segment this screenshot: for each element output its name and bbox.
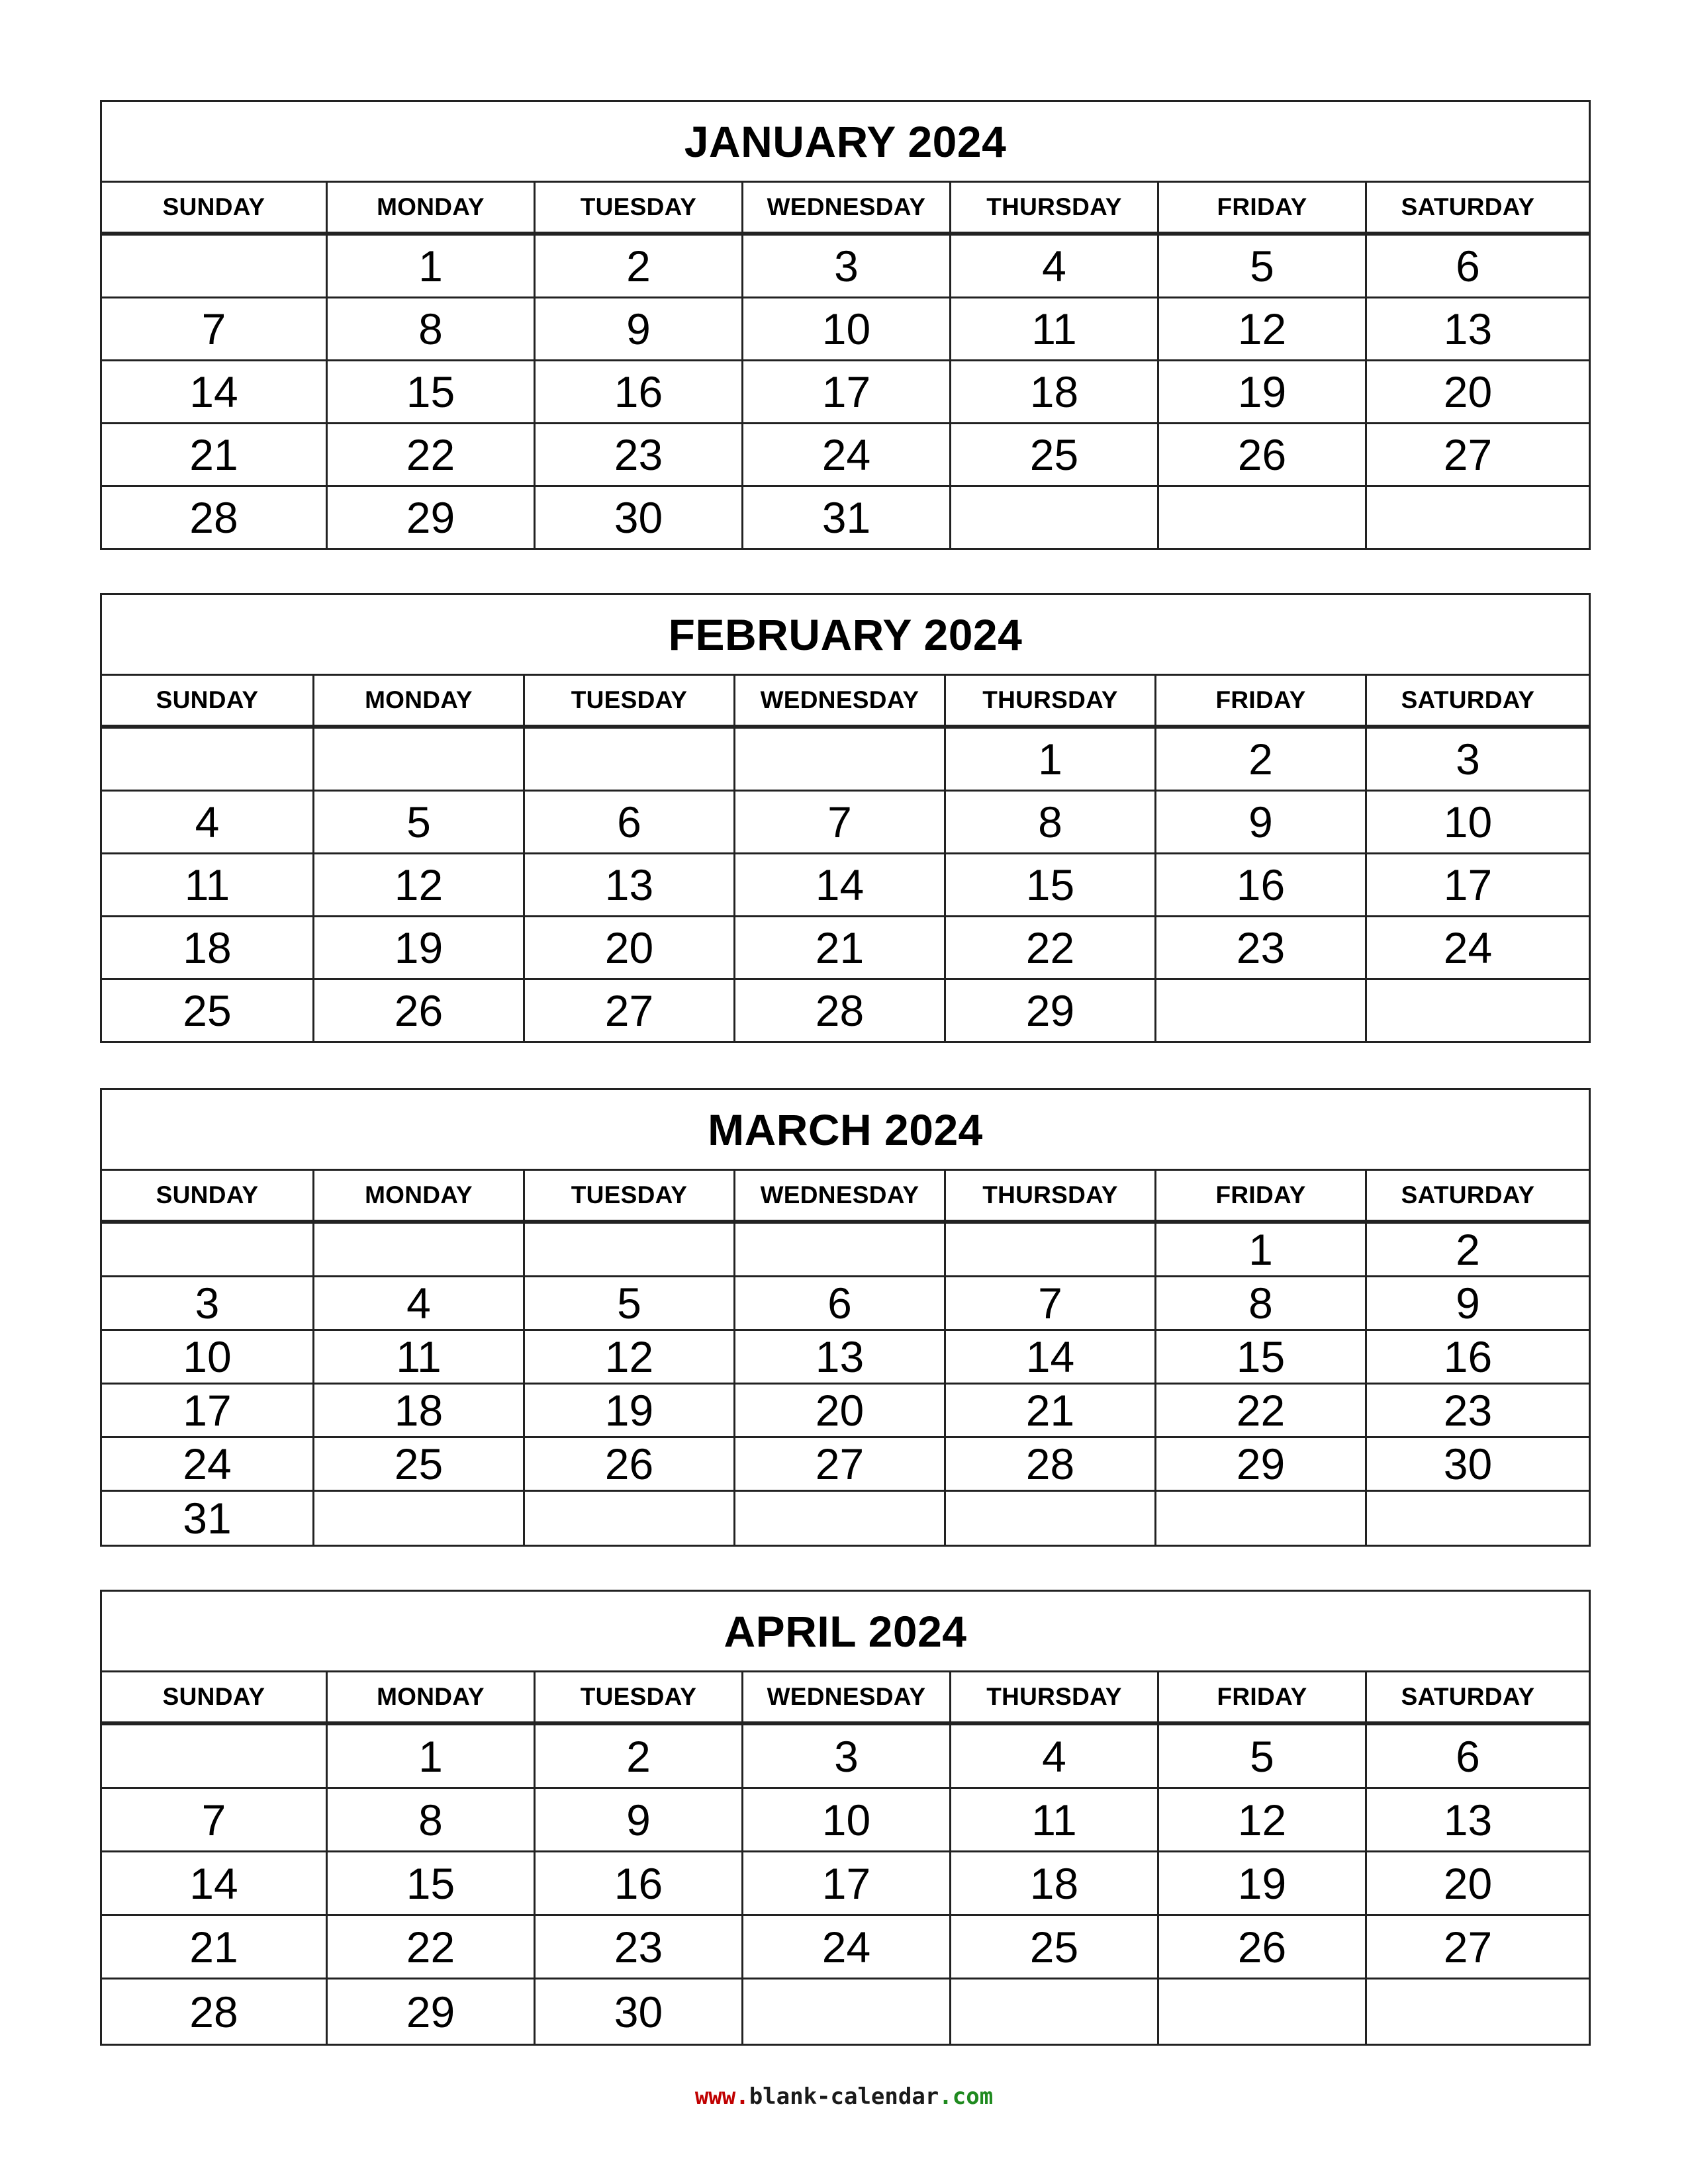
- day-cell: 8: [326, 1789, 534, 1850]
- day-cell: 2: [1154, 729, 1365, 790]
- empty-day-cell: [944, 1492, 1154, 1545]
- day-cell: 15: [1154, 1331, 1365, 1383]
- day-cell: 16: [534, 361, 741, 422]
- weekday-header: FRIDAY: [1154, 676, 1365, 725]
- day-cell: 20: [733, 1385, 944, 1436]
- weekday-header: FRIDAY: [1157, 1672, 1365, 1721]
- day-cell: 3: [741, 236, 949, 296]
- day-cell: 15: [326, 361, 534, 422]
- day-cell: 17: [183, 1386, 232, 1435]
- month-calendar-january: [100, 100, 1591, 550]
- day-cell: 13: [1365, 1789, 1569, 1850]
- day-cell: 20: [523, 917, 733, 978]
- weekday-header: TUESDAY: [523, 676, 733, 725]
- empty-day-cell: [312, 729, 523, 790]
- day-cell: 2: [534, 1725, 741, 1787]
- day-cell: 12: [523, 1331, 733, 1383]
- empty-day-cell: [1154, 980, 1365, 1041]
- day-cell: 18: [949, 361, 1157, 422]
- empty-day-cell: [1365, 1979, 1569, 2044]
- day-cell: 14: [189, 367, 238, 416]
- week-row: [102, 1490, 1589, 1545]
- empty-day-cell: [741, 1979, 949, 2044]
- week-row: [102, 727, 1589, 790]
- month-calendar-february: [100, 593, 1591, 1043]
- empty-day-cell: [1365, 487, 1569, 548]
- week-row: [102, 1436, 1589, 1490]
- weekday-header: SUNDAY: [156, 686, 259, 713]
- week-row: [102, 359, 1589, 422]
- day-cell: 26: [1157, 424, 1365, 485]
- day-cell: 4: [949, 1725, 1157, 1787]
- day-cell: 11: [184, 860, 230, 909]
- day-cell: 13: [1365, 298, 1569, 359]
- week-row: [102, 1978, 1589, 2044]
- day-cell: 19: [312, 917, 523, 978]
- url-name: blank-calendar: [749, 2083, 939, 2110]
- day-cell: 18: [949, 1852, 1157, 1914]
- weekday-header: MONDAY: [312, 1171, 523, 1220]
- day-cell: 7: [733, 792, 944, 852]
- day-cell: 31: [741, 487, 949, 548]
- day-cell: 4: [195, 797, 220, 846]
- day-cell: 17: [741, 361, 949, 422]
- day-cell: 24: [741, 1916, 949, 1978]
- weekday-header: THURSDAY: [949, 183, 1157, 232]
- weekday-header: WEDNESDAY: [741, 1672, 949, 1721]
- empty-day-cell: [102, 729, 312, 790]
- day-cell: 25: [183, 986, 232, 1035]
- day-cell: 5: [1157, 236, 1365, 296]
- week-row: [102, 296, 1589, 359]
- week-row: [102, 1383, 1589, 1436]
- month-title: FEBRUARY 2024: [102, 595, 1589, 676]
- weekday-header: SATURDAY: [1365, 183, 1569, 232]
- day-cell: 2: [534, 236, 741, 296]
- day-cell: 17: [1365, 854, 1569, 915]
- url-suffix: .com: [939, 2083, 994, 2110]
- weekday-header: FRIDAY: [1157, 183, 1365, 232]
- weekday-header: MONDAY: [312, 676, 523, 725]
- url-prefix: www.: [694, 2083, 749, 2110]
- day-cell: 5: [312, 792, 523, 852]
- weekday-header: SATURDAY: [1365, 1672, 1569, 1721]
- day-cell: 4: [312, 1277, 523, 1329]
- day-cell: 21: [733, 917, 944, 978]
- weekday-header: WEDNESDAY: [733, 676, 944, 725]
- day-cell: 9: [534, 1789, 741, 1850]
- day-cell: 24: [183, 1439, 232, 1488]
- empty-day-cell: [1365, 1492, 1569, 1545]
- day-cell: 14: [944, 1331, 1154, 1383]
- day-cell: 24: [1365, 917, 1569, 978]
- day-cell: 31: [183, 1494, 232, 1543]
- weekday-header-row: [102, 1672, 1589, 1723]
- day-cell: 27: [733, 1438, 944, 1490]
- empty-day-cell: [523, 1492, 733, 1545]
- day-cell: 9: [1365, 1277, 1569, 1329]
- weekday-header-row: [102, 676, 1589, 727]
- empty-day-cell: [949, 1979, 1157, 2044]
- day-cell: 15: [326, 1852, 534, 1914]
- day-cell: 23: [1154, 917, 1365, 978]
- day-cell: 8: [326, 298, 534, 359]
- week-row: [102, 1787, 1589, 1850]
- day-cell: 28: [733, 980, 944, 1041]
- day-cell: 8: [1154, 1277, 1365, 1329]
- day-cell: 22: [326, 1916, 534, 1978]
- day-cell: 20: [1365, 1852, 1569, 1914]
- day-cell: 13: [523, 854, 733, 915]
- day-cell: 21: [189, 1922, 238, 1972]
- day-cell: 16: [534, 1852, 741, 1914]
- day-cell: 12: [1157, 298, 1365, 359]
- weekday-header: SUNDAY: [156, 1181, 259, 1208]
- week-row: [102, 978, 1589, 1041]
- month-calendar-march: [100, 1088, 1591, 1547]
- month-title: APRIL 2024: [102, 1592, 1589, 1672]
- day-cell: 11: [949, 298, 1157, 359]
- day-cell: 10: [741, 1789, 949, 1850]
- day-cell: 3: [195, 1279, 220, 1328]
- day-cell: 23: [534, 424, 741, 485]
- empty-day-cell: [312, 1492, 523, 1545]
- empty-day-cell: [733, 1492, 944, 1545]
- weekday-header: SUNDAY: [162, 193, 265, 220]
- day-cell: 6: [1365, 236, 1569, 296]
- day-cell: 1: [944, 729, 1154, 790]
- empty-day-cell: [949, 487, 1157, 548]
- day-cell: 26: [312, 980, 523, 1041]
- day-cell: 28: [944, 1438, 1154, 1490]
- weekday-header-row: [102, 183, 1589, 234]
- weekday-header: MONDAY: [326, 183, 534, 232]
- week-row: [102, 1275, 1589, 1329]
- day-cell: 29: [326, 1979, 534, 2044]
- day-cell: 9: [534, 298, 741, 359]
- day-cell: 9: [1154, 792, 1365, 852]
- day-cell: 12: [312, 854, 523, 915]
- weekday-header: FRIDAY: [1154, 1171, 1365, 1220]
- day-cell: 25: [949, 424, 1157, 485]
- empty-day-cell: [1154, 1492, 1365, 1545]
- weekday-header: THURSDAY: [949, 1672, 1157, 1721]
- day-cell: 29: [1154, 1438, 1365, 1490]
- empty-day-cell: [733, 1224, 944, 1275]
- day-cell: 10: [183, 1332, 232, 1381]
- day-cell: 14: [189, 1858, 238, 1908]
- day-cell: 6: [1365, 1725, 1569, 1787]
- day-cell: 7: [944, 1277, 1154, 1329]
- weekday-header: THURSDAY: [944, 676, 1154, 725]
- week-row: [102, 1329, 1589, 1383]
- day-cell: 22: [1154, 1385, 1365, 1436]
- month-title: MARCH 2024: [102, 1090, 1589, 1171]
- day-cell: 25: [312, 1438, 523, 1490]
- day-cell: 3: [1365, 729, 1569, 790]
- empty-day-cell: [1157, 487, 1365, 548]
- empty-day-cell: [102, 1725, 326, 1787]
- empty-day-cell: [944, 1224, 1154, 1275]
- day-cell: 4: [949, 236, 1157, 296]
- day-cell: 1: [326, 236, 534, 296]
- empty-day-cell: [102, 236, 326, 296]
- week-row: [102, 1850, 1589, 1914]
- week-row: [102, 1914, 1589, 1978]
- day-cell: 5: [1157, 1725, 1365, 1787]
- empty-day-cell: [523, 729, 733, 790]
- day-cell: 2: [1365, 1224, 1569, 1275]
- weekday-header: TUESDAY: [534, 183, 741, 232]
- day-cell: 5: [523, 1277, 733, 1329]
- empty-day-cell: [1157, 1979, 1365, 2044]
- weekday-header: TUESDAY: [534, 1672, 741, 1721]
- empty-day-cell: [1365, 980, 1569, 1041]
- week-row: [102, 790, 1589, 852]
- day-cell: 22: [326, 424, 534, 485]
- day-cell: 11: [312, 1331, 523, 1383]
- day-cell: 27: [1365, 424, 1569, 485]
- weekday-header-row: [102, 1171, 1589, 1222]
- week-row: [102, 234, 1589, 296]
- week-row: [102, 422, 1589, 485]
- day-cell: 21: [189, 430, 238, 479]
- day-cell: 30: [1365, 1438, 1569, 1490]
- day-cell: 19: [1157, 361, 1365, 422]
- day-cell: 10: [1365, 792, 1569, 852]
- day-cell: 30: [534, 1979, 741, 2044]
- week-row: [102, 1222, 1589, 1275]
- week-row: [102, 1723, 1589, 1787]
- day-cell: 1: [326, 1725, 534, 1787]
- day-cell: 11: [949, 1789, 1157, 1850]
- weekday-header: TUESDAY: [523, 1171, 733, 1220]
- day-cell: 6: [733, 1277, 944, 1329]
- empty-day-cell: [102, 1224, 312, 1275]
- day-cell: 6: [523, 792, 733, 852]
- day-cell: 23: [1365, 1385, 1569, 1436]
- week-row: [102, 915, 1589, 978]
- day-cell: 20: [1365, 361, 1569, 422]
- day-cell: 30: [534, 487, 741, 548]
- day-cell: 7: [201, 304, 226, 353]
- day-cell: 10: [741, 298, 949, 359]
- weekday-header: WEDNESDAY: [741, 183, 949, 232]
- month-calendar-april: [100, 1590, 1591, 2046]
- day-cell: 28: [189, 1987, 238, 2036]
- weekday-header: SATURDAY: [1365, 1171, 1569, 1220]
- weekday-header: SATURDAY: [1365, 676, 1569, 725]
- day-cell: 29: [326, 487, 534, 548]
- day-cell: 19: [1157, 1852, 1365, 1914]
- day-cell: 27: [1365, 1916, 1569, 1978]
- week-row: [102, 852, 1589, 915]
- day-cell: 7: [201, 1795, 226, 1844]
- day-cell: 21: [944, 1385, 1154, 1436]
- empty-day-cell: [523, 1224, 733, 1275]
- day-cell: 18: [183, 923, 232, 972]
- day-cell: 18: [312, 1385, 523, 1436]
- empty-day-cell: [733, 729, 944, 790]
- day-cell: 1: [1154, 1224, 1365, 1275]
- day-cell: 24: [741, 424, 949, 485]
- day-cell: 19: [523, 1385, 733, 1436]
- weekday-header: SUNDAY: [162, 1683, 265, 1710]
- empty-day-cell: [312, 1224, 523, 1275]
- website-url: [0, 2083, 1688, 2110]
- day-cell: 8: [944, 792, 1154, 852]
- weekday-header: THURSDAY: [944, 1171, 1154, 1220]
- day-cell: 16: [1154, 854, 1365, 915]
- day-cell: 25: [949, 1916, 1157, 1978]
- weekday-header: MONDAY: [326, 1672, 534, 1721]
- weekday-header: WEDNESDAY: [733, 1171, 944, 1220]
- week-row: [102, 485, 1589, 548]
- day-cell: 15: [944, 854, 1154, 915]
- day-cell: 17: [741, 1852, 949, 1914]
- day-cell: 28: [189, 493, 238, 542]
- day-cell: 13: [733, 1331, 944, 1383]
- day-cell: 26: [523, 1438, 733, 1490]
- day-cell: 27: [523, 980, 733, 1041]
- day-cell: 12: [1157, 1789, 1365, 1850]
- day-cell: 16: [1365, 1331, 1569, 1383]
- day-cell: 23: [534, 1916, 741, 1978]
- day-cell: 26: [1157, 1916, 1365, 1978]
- day-cell: 22: [944, 917, 1154, 978]
- day-cell: 29: [944, 980, 1154, 1041]
- month-title: JANUARY 2024: [102, 102, 1589, 183]
- day-cell: 14: [733, 854, 944, 915]
- day-cell: 3: [741, 1725, 949, 1787]
